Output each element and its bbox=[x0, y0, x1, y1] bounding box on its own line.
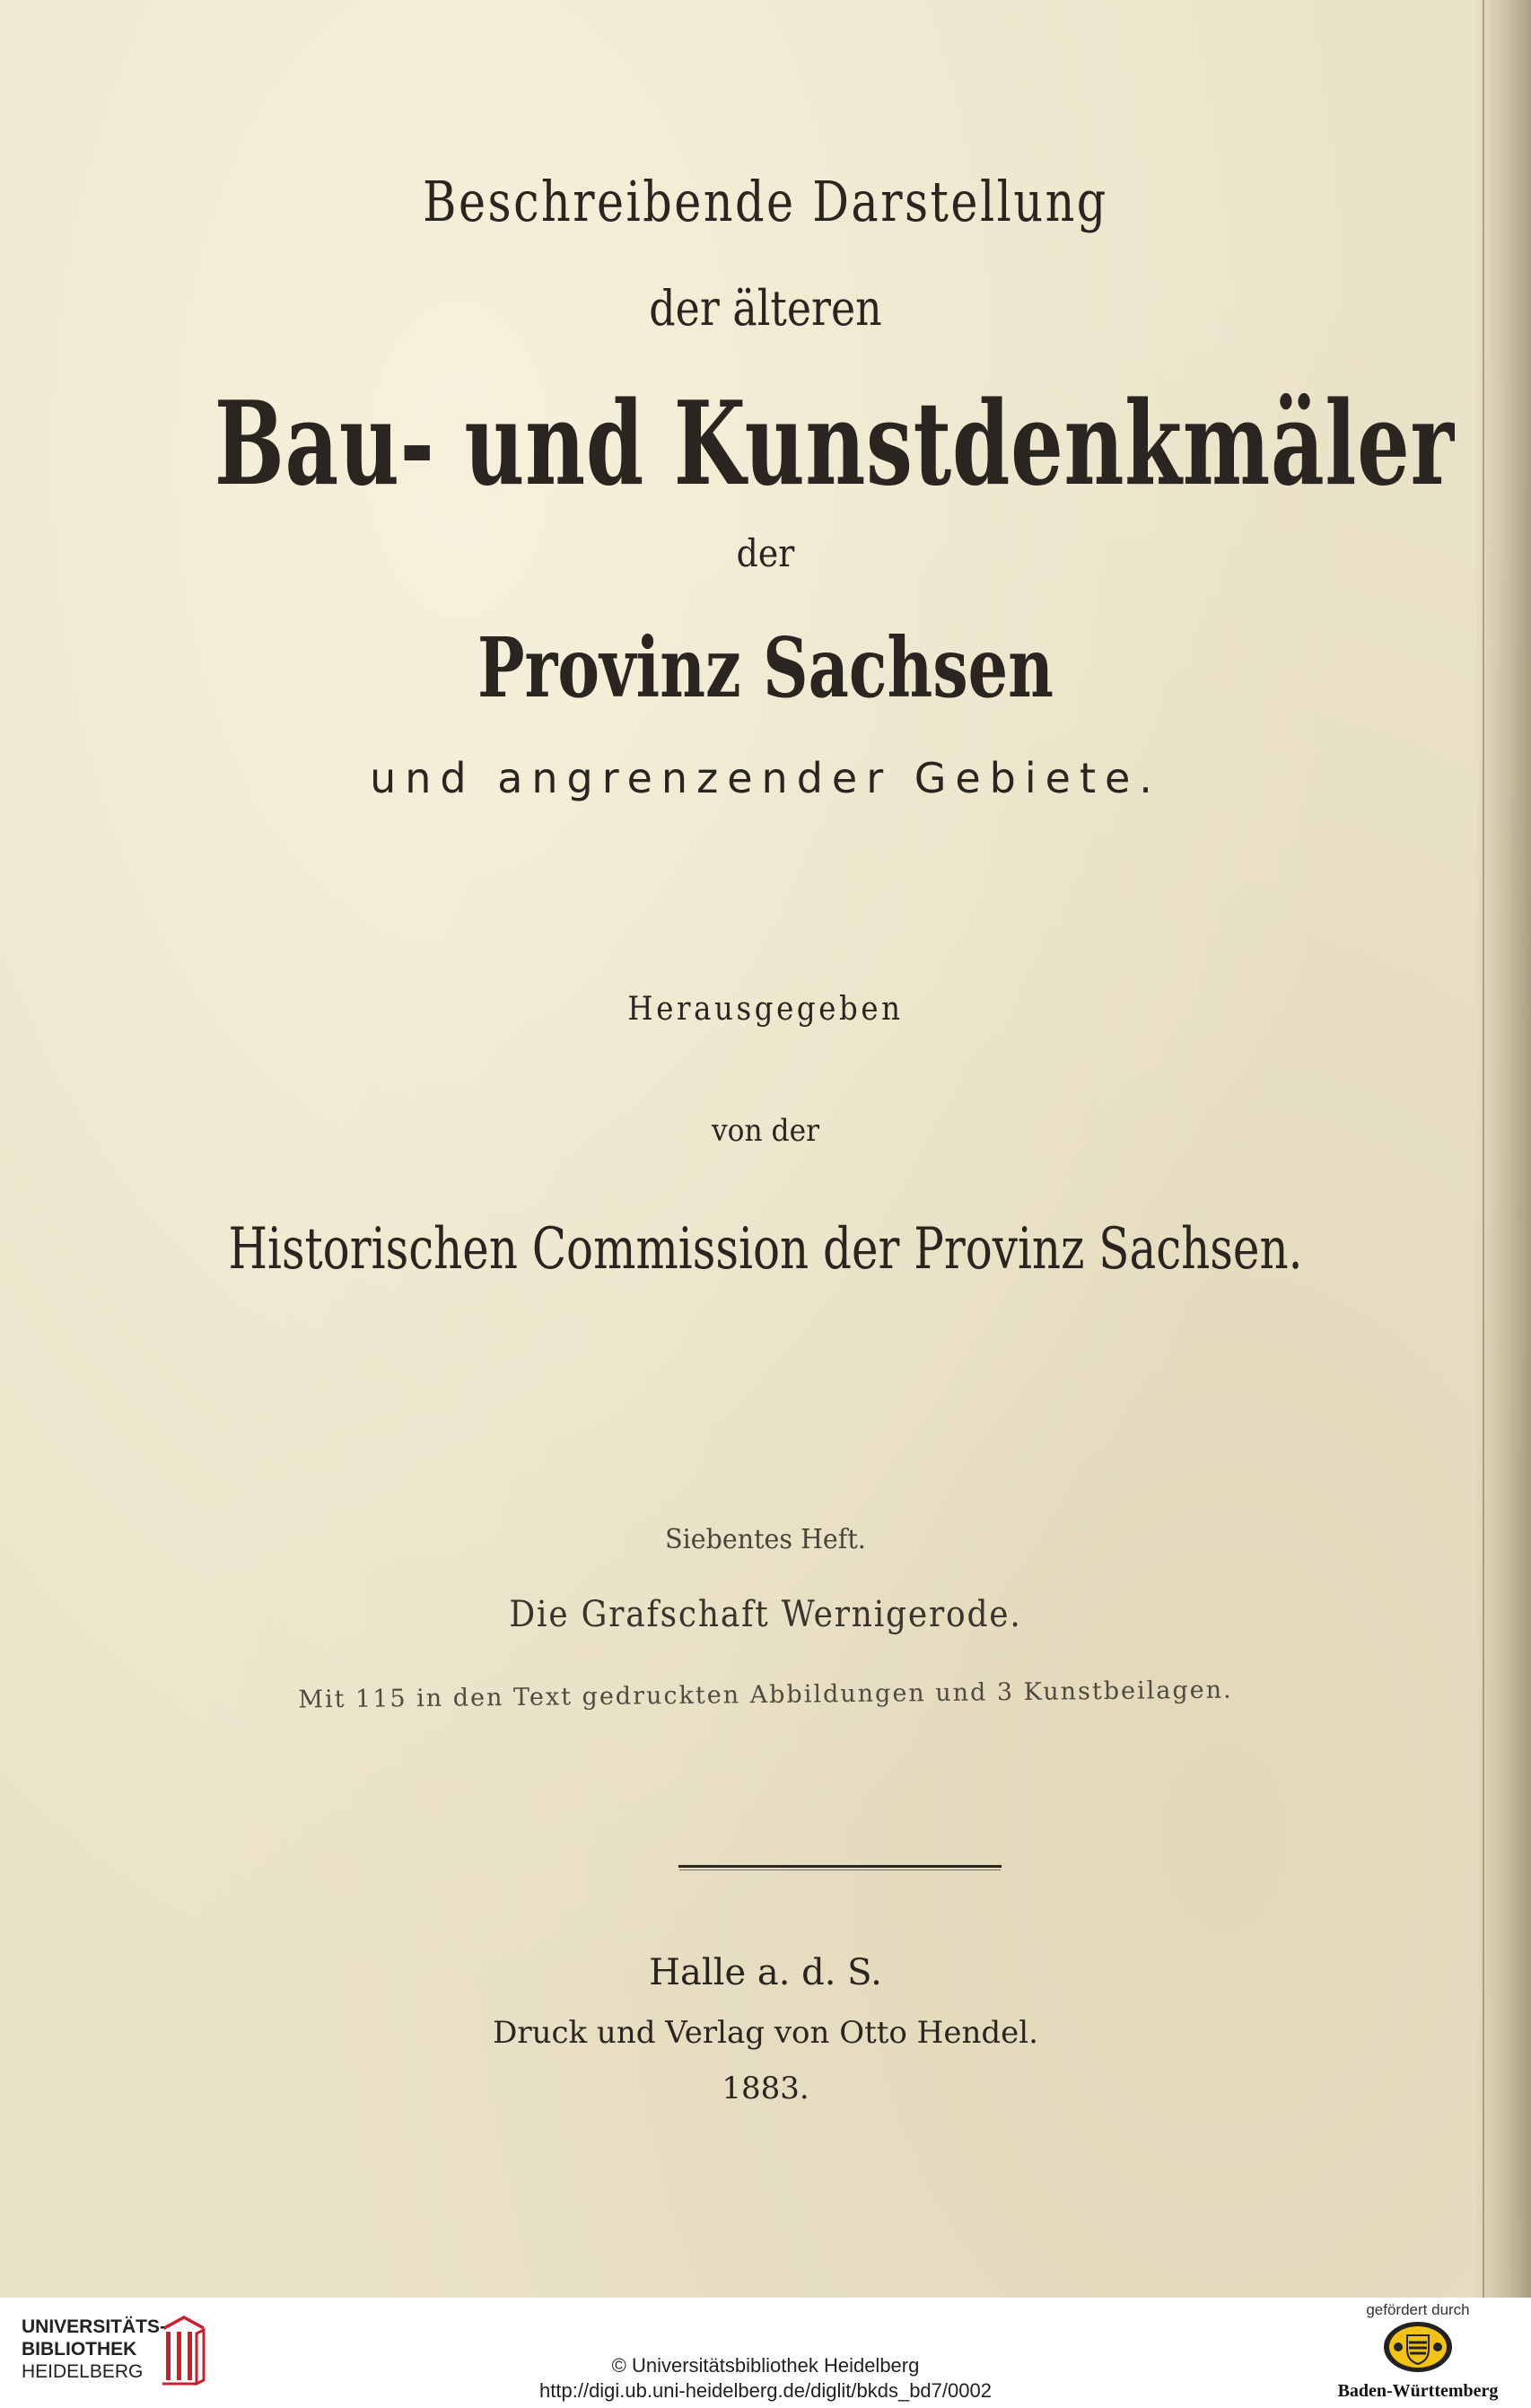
library-name-line-1: UNIVERSITÄTS- bbox=[22, 2316, 167, 2337]
main-title: Bau- und Kunstdenkmäler bbox=[214, 377, 1455, 512]
editor-name: Historischen Commission der Provinz Sachsen. bbox=[228, 1216, 1303, 1283]
state-crest-icon bbox=[1380, 2319, 1456, 2375]
imprint-place: Halle a. d. S. bbox=[649, 1952, 882, 1993]
copyright-block bbox=[0, 2353, 1531, 2404]
title-line-2: der älteren bbox=[649, 280, 882, 337]
permalink-url[interactable]: http://digi.ub.uni-heidelberg.de/diglit/bkds_bd7/0002 bbox=[539, 2379, 992, 2402]
sponsor-name: Baden-Württemberg bbox=[1337, 2381, 1499, 2401]
volume-subtitle: Die Grafschaft Wernigerode. bbox=[509, 1594, 1022, 1635]
library-name-line-3: HEIDELBERG bbox=[22, 2361, 144, 2382]
volume-number: Siebentes Heft. bbox=[665, 1524, 866, 1555]
divider-rule bbox=[678, 1865, 1002, 1868]
sponsor-block[interactable] bbox=[1328, 2301, 1508, 2402]
footer-bar bbox=[0, 2298, 1531, 2408]
imprint-year: 1883. bbox=[722, 2071, 809, 2106]
province-title: Provinz Sachsen bbox=[477, 619, 1054, 716]
title-line-6: und angrenzender Gebiete. bbox=[370, 754, 1161, 802]
title-line-1: Beschreibende Darstellung bbox=[423, 169, 1108, 234]
copyright-text: © Universitätsbibliothek Heidelberg bbox=[611, 2354, 920, 2377]
editor-connector: von der bbox=[711, 1113, 820, 1149]
sponsor-label: gefördert durch bbox=[1366, 2301, 1470, 2318]
library-name-line-2: BIBLIOTHEK bbox=[22, 2339, 137, 2360]
illustrations-note: Mit 115 in den Text gedruckten Abbildungen und 3 Kunstbeilagen. bbox=[298, 1676, 1233, 1714]
editor-label: Herausgegeben bbox=[627, 991, 904, 1028]
title-line-4: der bbox=[736, 531, 795, 575]
imprint-publisher: Druck und Verlag von Otto Hendel. bbox=[493, 2015, 1038, 2051]
